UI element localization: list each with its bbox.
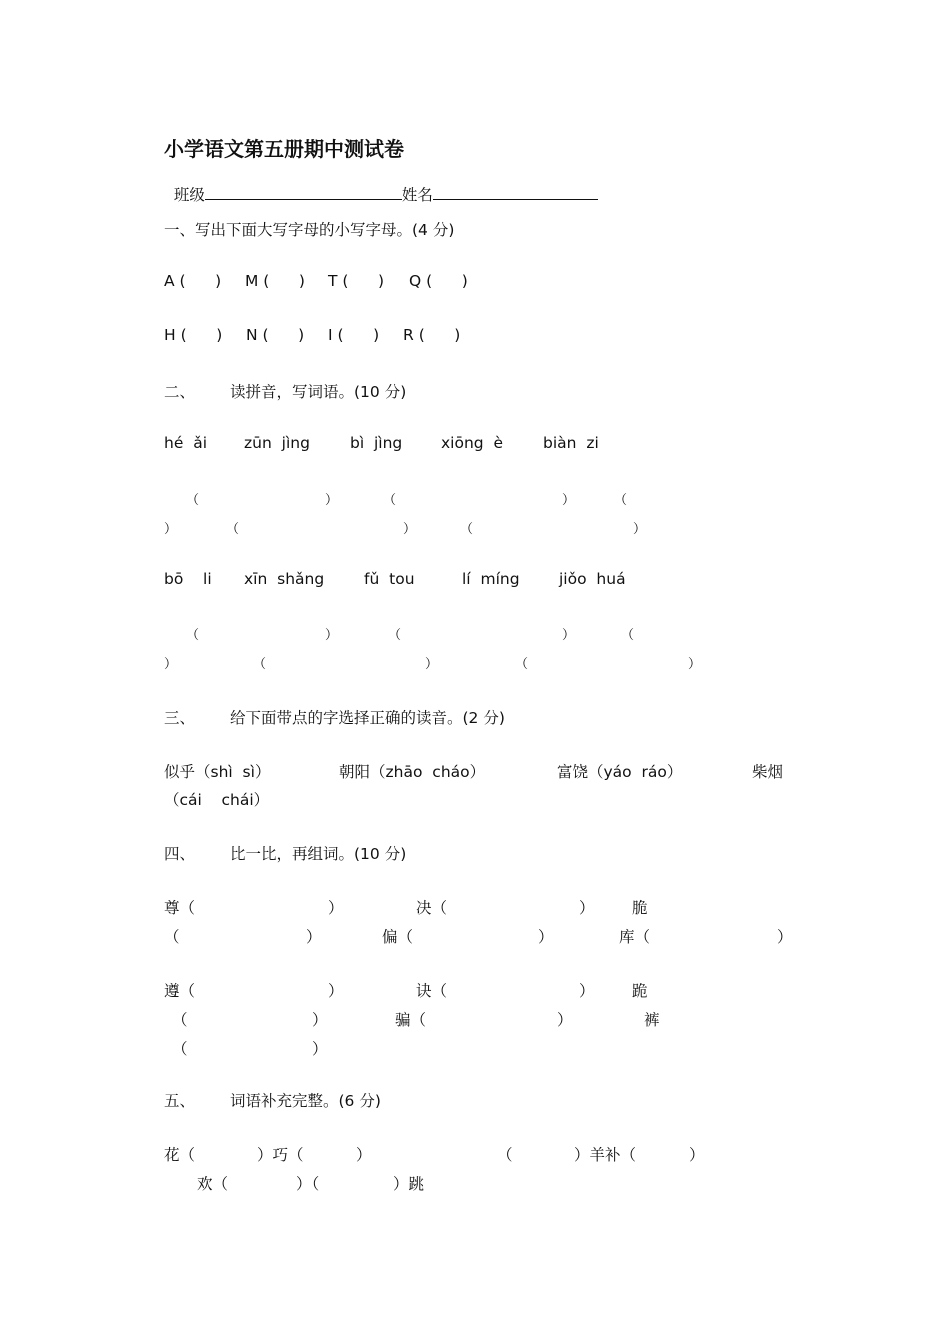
q5-text: （ [497, 1146, 513, 1164]
answer-paren-close: ） [562, 628, 576, 643]
answer-paren-open: （ [515, 657, 529, 672]
answer-paren-open: （ [253, 657, 267, 672]
q4-char: 裤 [644, 1011, 660, 1029]
q1-blank-R[interactable]: R ( ) [403, 326, 461, 344]
answer-paren-close: ） [633, 522, 647, 537]
answer-paren-close: ） [325, 628, 339, 643]
q4-paren-open: （ [164, 928, 180, 946]
name-blank[interactable] [433, 182, 598, 200]
q2-pinyin: bō li [164, 570, 212, 588]
answer-paren-close: ） [403, 522, 417, 537]
q5-number: 五、 [164, 1092, 196, 1110]
q5-text: ） [689, 1146, 705, 1164]
q4-char: 尊（ [164, 899, 196, 917]
q4-number: 四、 [164, 845, 196, 863]
q4-paren-close: ） [557, 1011, 573, 1029]
q3-item[interactable]: 朝阳（zhāo cháo） [339, 763, 486, 781]
q1-blank-H[interactable]: H ( ) [164, 326, 223, 344]
q3-item[interactable]: 柴烟 [752, 763, 784, 781]
answer-paren-open: （ [186, 493, 200, 508]
q2-number: 二、 [164, 383, 196, 401]
q4-char: 脆 [632, 899, 648, 917]
class-label: 班级 [173, 186, 205, 204]
answer-paren-close: ） [164, 657, 178, 672]
q1-blank-A[interactable]: A ( ) [164, 272, 222, 290]
q1-blank-N[interactable]: N ( ) [246, 326, 305, 344]
q4-paren-close: ） [312, 1040, 328, 1058]
name-label: 姓名 [401, 186, 433, 204]
q5-text: ）羊补（ [574, 1146, 637, 1164]
q2-pinyin: zūn jìng [244, 434, 310, 452]
q4-paren-close: ） [777, 928, 793, 946]
q1-blank-Q[interactable]: Q ( ) [409, 272, 468, 290]
q2-pinyin: jiǒo huá [559, 570, 626, 588]
q4-paren-close: ） [579, 982, 595, 1000]
q4-paren-close: ） [579, 899, 595, 917]
q1-blank-M[interactable]: M ( ) [245, 272, 305, 290]
q4-paren-close: ） [306, 928, 322, 946]
q4-paren-open: （ [172, 1040, 188, 1058]
q2-pinyin: fǔ tou [364, 570, 415, 588]
page-title: 小学语文第五册期中测试卷 [164, 137, 404, 161]
q4-paren-close: ） [328, 982, 344, 1000]
answer-paren-open: （ [614, 493, 628, 508]
q4-paren-close: ） [538, 928, 554, 946]
q5-text: ）跳 [393, 1175, 425, 1193]
q2-pinyin: biàn zi [543, 434, 599, 452]
q5-heading: 词语补充完整。(6 分) [230, 1092, 381, 1110]
q2-pinyin: hé ǎi [164, 434, 208, 452]
q1-heading: 一、写出下面大写字母的小写字母。(4 分) [164, 221, 455, 239]
q4-char: 骗（ [395, 1011, 427, 1029]
answer-paren-open: （ [388, 628, 402, 643]
q5-text: ）（ [296, 1175, 320, 1193]
q2-pinyin: xīn shǎng [244, 570, 325, 588]
q1-blank-I[interactable]: I ( ) [328, 326, 380, 344]
q3-item[interactable]: 似乎（shì sì） [164, 763, 271, 781]
q4-char: 诀（ [416, 982, 448, 1000]
class-field [164, 164, 598, 205]
answer-paren-open: （ [383, 493, 397, 508]
answer-paren-close: ） [688, 657, 702, 672]
q4-heading: 比一比，再组词。(10 分) [230, 845, 407, 863]
q4-paren-close: ） [312, 1011, 328, 1029]
q4-char: 决（ [416, 899, 448, 917]
answer-paren-close: ） [425, 657, 439, 672]
q3-item-wrap[interactable]: （cái chái） [164, 791, 270, 809]
answer-paren-close: ） [325, 493, 339, 508]
q5-text: ）巧（ [257, 1146, 304, 1164]
q5-text: ） [356, 1146, 372, 1164]
answer-paren-close: ） [562, 493, 576, 508]
q2-pinyin: lí míng [462, 570, 520, 588]
q4-char: 偏（ [382, 928, 414, 946]
q5-text: 欢（ [197, 1175, 229, 1193]
answer-paren-open: （ [186, 628, 200, 643]
q4-paren-open: （ [172, 1011, 188, 1029]
q3-number: 三、 [164, 709, 196, 727]
answer-paren-open: （ [460, 522, 474, 537]
q1-blank-T[interactable]: T ( ) [328, 272, 385, 290]
answer-paren-close: ） [164, 522, 178, 537]
q2-heading: 读拼音，写词语。(10 分) [230, 383, 407, 401]
answer-paren-open: （ [621, 628, 635, 643]
q4-paren-close: ） [328, 899, 344, 917]
q4-char: 库（ [619, 928, 651, 946]
q5-text: 花（ [164, 1146, 196, 1164]
answer-paren-open: （ [226, 522, 240, 537]
class-blank[interactable] [205, 182, 402, 200]
q2-pinyin: bì jìng [350, 434, 403, 452]
q2-pinyin: xiōng è [441, 434, 504, 452]
q3-item[interactable]: 富饶（yáo ráo） [557, 763, 683, 781]
q3-heading: 给下面带点的字选择正确的读音。(2 分) [230, 709, 505, 727]
q4-char: 跪 [632, 982, 648, 1000]
q4-char: 遵（ [164, 982, 196, 1000]
